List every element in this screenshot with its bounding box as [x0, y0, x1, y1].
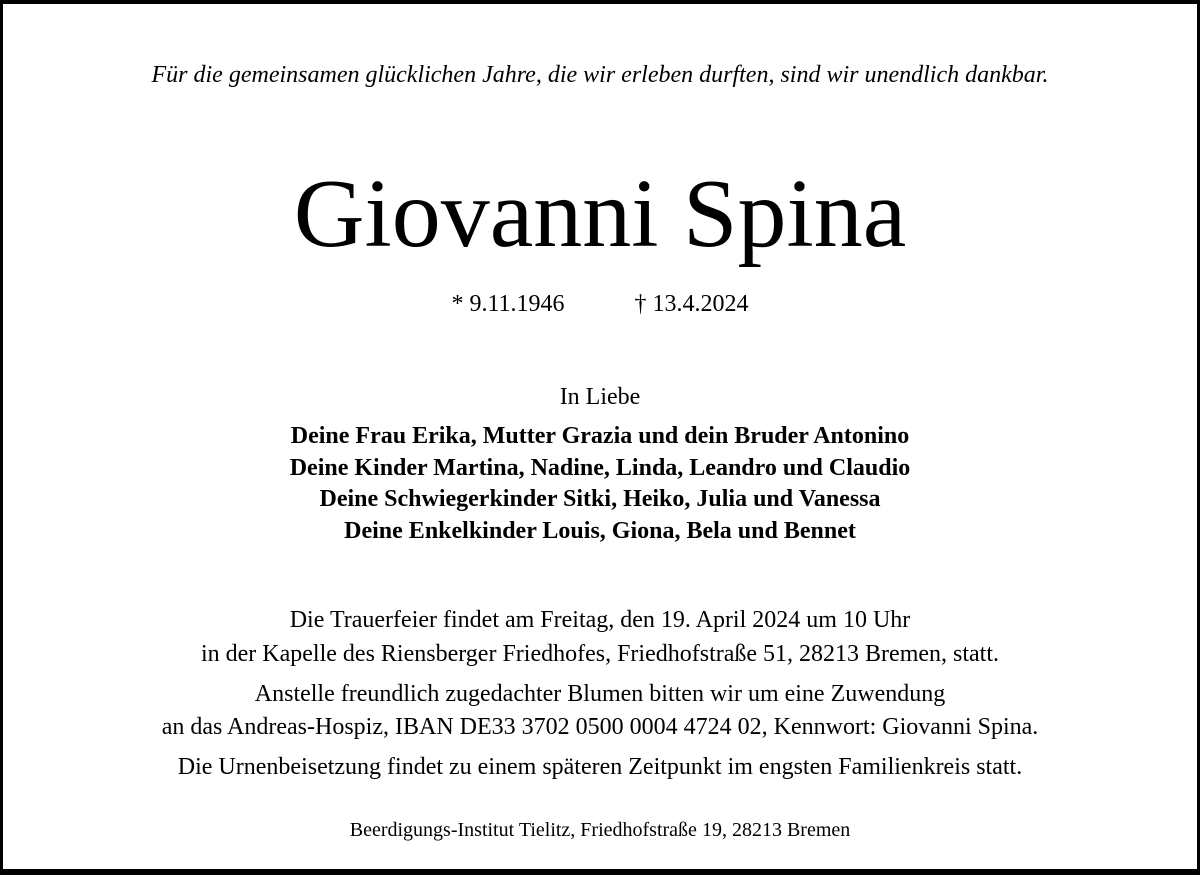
mourner-line: Deine Enkelkinder Louis, Giona, Bela und Bennet — [344, 518, 856, 544]
mourner-line: Deine Frau Erika, Mutter Grazia und dein Bruder Antonino — [290, 423, 910, 449]
donation-info-line: an das Andreas-Hospiz, IBAN DE33 3702 0500 0004 4724 02, Kennwort: Giovanni Spina. — [161, 714, 1039, 740]
deceased-name: Giovanni Spina — [293, 160, 907, 268]
mourner-line: Deine Kinder Martina, Nadine, Linda, Leandro und Claudio — [289, 455, 911, 481]
donation-info-line: Anstelle freundlich zugedachter Blumen bitten wir um eine Zuwendung — [254, 681, 946, 707]
death-date: † 13.4.2024 — [634, 291, 749, 317]
motto-text: Für die gemeinsamen glücklichen Jahre, die wir erleben durften, sind wir unendlich dankbar. — [151, 62, 1049, 88]
service-info-line: Die Trauerfeier findet am Freitag, den 19. April 2024 um 10 Uhr — [289, 607, 911, 633]
birth-date: * 9.11.1946 — [451, 291, 565, 317]
burial-info-line: Die Urnenbeisetzung findet zu einem späteren Zeitpunkt im engsten Familienkreis statt. — [177, 754, 1023, 780]
funeral-home-text: Beerdigungs-Institut Tielitz, Friedhofstraße 19, 28213 Bremen — [349, 819, 851, 841]
mourner-line: Deine Schwiegerkinder Sitki, Heiko, Julia und Vanessa — [319, 486, 881, 512]
service-info-line: in der Kapelle des Riensberger Friedhofes, Friedhofstraße 51, 28213 Bremen, statt. — [200, 641, 1000, 667]
in-liebe-text: In Liebe — [559, 384, 641, 410]
life-dates — [3, 291, 1197, 318]
